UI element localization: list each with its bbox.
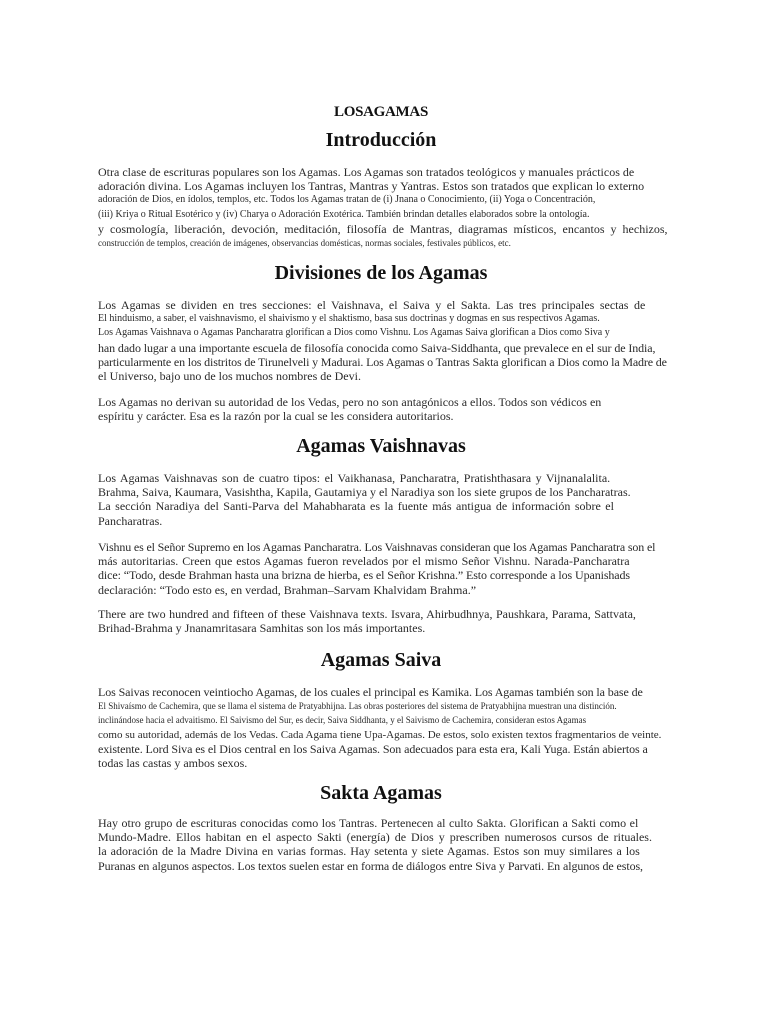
text-line: como su autoridad, además de los Vedas. Cada Agama tiene Upa-Agamas. De estos, solo existen textos fragmentarios de veinte. [98,728,662,741]
section-heading-divisiones: Divisiones de los Agamas [274,262,488,284]
paragraph-divisiones-2 [98,395,688,423]
text-line: declaración: “Todo esto es, en verdad, Brahman–Sarvam Khalvidam Brahma.” [98,582,477,597]
text-line: El Shivaísmo de Cachemira, que se llama el sistema de Pratyabhijna. Las obras posteriores del sistema de Pratyabhijna muestran una distinción. [98,701,617,712]
paragraph-vaishnavas-1 [98,471,688,528]
text-line: particularmente en los distritos de Tirunelveli y Madurai. Los Agamas o Tantras Sakta glorifican a Dios como la Madre de [98,354,667,369]
text-line: Los Agamas no derivan su autoridad de los Vedas, pero no son antagónicos a ellos. Todos son védicos en [98,395,602,409]
text-line: Vishnu es el Señor Supremo en los Agamas Pancharatra. Los Vaishnavas consideran que los Agamas Pancharatra son el [98,540,656,554]
text-line: (iii) Kriya o Ritual Esotérico y (iv) Charya o Adoración Exotérica. También brindan detalles elaborados sobre la ontología. [98,208,590,220]
text-line: La sección Naradiya del Santi-Parva del Mahabharata es la fuente más antigua de información sobre el [98,499,614,514]
text-line: Los Agamas Vaishnavas son de cuatro tipos: el Vaikhanasa, Pancharatra, Pratishthasara y Vijnanalalita. [98,471,611,485]
document-title: LOSAGAMAS [334,104,428,120]
text-line: There are two hundred and fifteen of these Vaishnava texts. Isvara, Ahirbudhnya, Paushkara, Parama, Sattvata, [98,607,636,621]
text-line: Hay otro grupo de escrituras conocidas como los Tantras. Pertenecen al culto Sakta. Glorifican a Sakti como el [98,816,639,830]
text-line: todas las castas y ambos sexos. [98,756,248,771]
text-line: construcción de templos, creación de imágenes, observancias domésticas, normas sociales, festivales públicos, etc. [98,238,511,249]
paragraph-vaishnavas-2 [98,540,688,597]
text-line: dice: “Todo, desde Brahman hasta una brizna de hierba, es el Señor Krishna.” Esto corresponde a los Upanishads [98,568,630,583]
text-line: Los Agamas se dividen en tres secciones: el Vaishnava, el Saiva y el Sakta. Las tres principales sectas de [98,298,646,312]
text-line: Brahma, Saiva, Kaumara, Vasishtha, Kapila, Gautamiya y el Naradiya son los siete grupos de los Pancharatras. [98,485,631,500]
text-line: existente. Lord Siva es el Dios central en los Saiva Agamas. Son adecuados para esta era, Kali Yuga. Están abiertos a [98,741,648,756]
section-heading-vaishnavas: Agamas Vaishnavas [296,435,466,457]
text-line: y cosmología, liberación, devoción, meditación, filosofía de Mantras, diagramas místicos, encantos y hechizos, [98,221,668,236]
paragraph-vaishnavas-3 [98,607,688,635]
paragraph-saiva [98,685,688,770]
text-line: Mundo-Madre. Ellos habitan en el aspecto Sakti (energía) de Dios y prescriben numerosos cursos de rituales. [98,830,652,845]
section-heading-introduccion: Introducción [325,129,437,151]
text-line: El hinduismo, a saber, el vaishnavismo, el shaivismo y el shaktismo, basa sus doctrinas y dogmas en sus respectivos Agamas. [98,313,600,325]
text-line: Los Saivas reconocen veintiocho Agamas, de los cuales el principal es Kamika. Los Agamas también son la base de [98,685,643,699]
text-line: han dado lugar a una importante escuela de filosofía conocida como Saiva-Siddhanta, que prevalece en el sur de India, [98,340,656,355]
text-line: inclinándose hacia el advaitismo. El Saivismo del Sur, es decir, Saiva Siddhanta, y el Saivismo de Cachemira, consideran estos Agamas [98,715,587,726]
section-heading-sakta: Sakta Agamas [320,782,442,804]
paragraph-sakta [98,816,688,873]
paragraph-introduccion [98,165,688,250]
text-line: adoración de Dios, en ídolos, templos, etc. Todos los Agamas tratan de (i) Jnana o Conocimiento, (ii) Yoga o Concentración, [98,194,596,206]
text-line: la adoración de la Madre Divina en varias formas. Hay setenta y siete Agamas. Estos son muy similares a los [98,844,640,859]
text-line: Los Agamas Vaishnava o Agamas Pancharatra glorifican a Dios como Vishnu. Los Agamas Saiva glorifican a Dios como Siva y [98,327,610,339]
text-line: adoración divina. Los Agamas incluyen los Tantras, Mantras y Yantras. Estos son tratados que explican lo externo [98,179,645,194]
text-line: Puranas en algunos aspectos. Los textos suelen estar en forma de diálogos entre Siva y Parvati. En algunos de estos, [98,858,643,873]
text-line: Brihad-Brahma y Jnanamritasara Samhitas son los más importantes. [98,621,426,636]
text-line: espíritu y carácter. Esa es la razón por la cual se les considera autoritarios. [98,409,454,424]
text-line: Pancharatras. [98,513,163,528]
text-line: más autoritarias. Creen que estos Agamas fueron revelados por el mismo Señor Vishnu. Narada-Pancharatra [98,554,630,569]
section-heading-saiva: Agamas Saiva [320,649,442,671]
text-line: el Universo, bajo uno de los muchos nombres de Devi. [98,369,361,384]
text-line: Otra clase de escrituras populares son los Agamas. Los Agamas son tratados teológicos y manuales prácticos de [98,165,635,179]
paragraph-divisiones-1 [98,298,688,383]
